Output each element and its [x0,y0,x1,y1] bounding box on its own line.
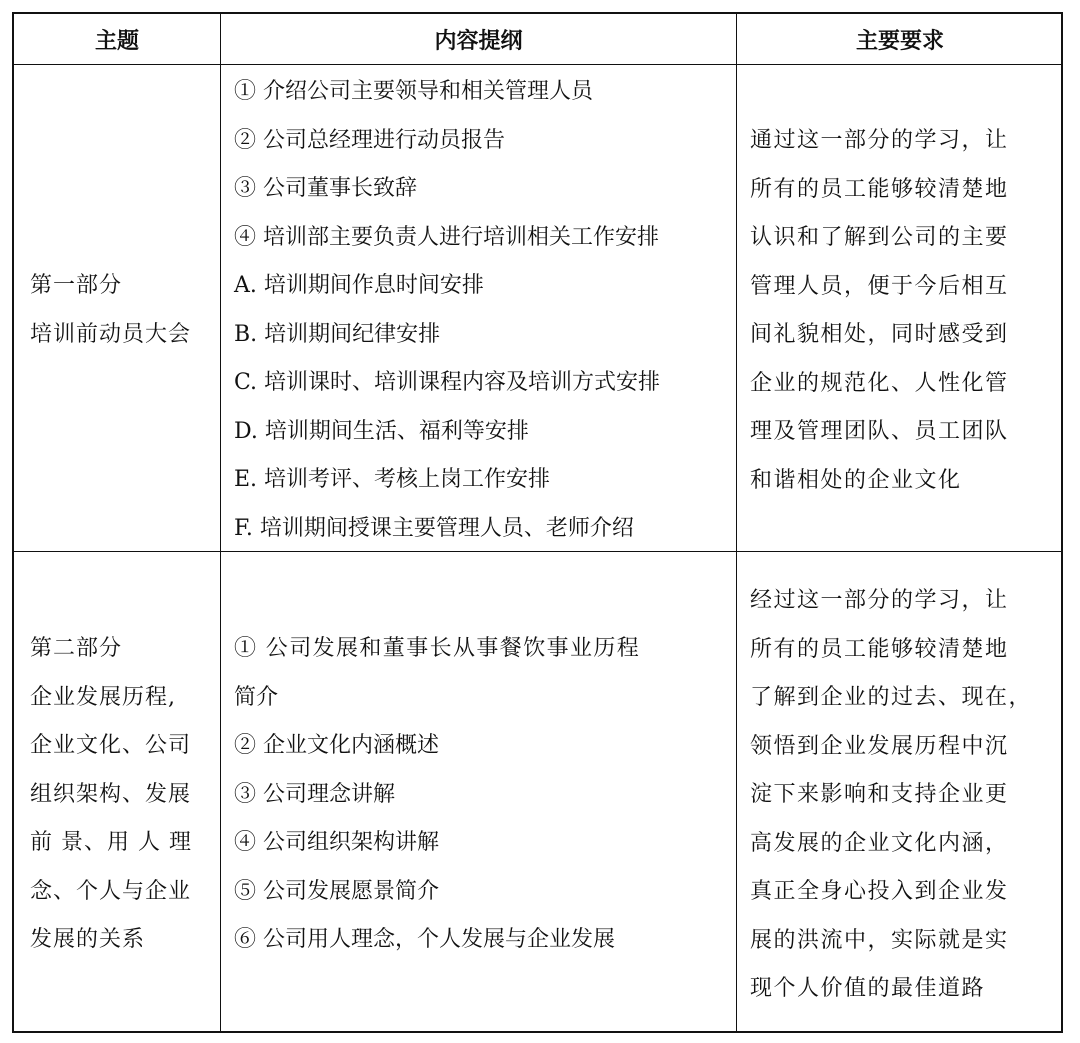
row2-topic-line: 组织架构、发展 [30,781,192,807]
header-requirement: 主要要求 [855,28,944,54]
row1-outline-line: A. 培训期间作息时间安排 [234,273,484,298]
row2-outline-cell [234,625,734,965]
header-outline: 内容提纲 [434,28,523,54]
row1-outline-line: C. 培训课时、培训课程内容及培训方式安排 [234,370,661,395]
row1-requirement-line: 所有的员工能够较清楚地 [750,176,1009,202]
row1-outline-line: B. 培训期间纪律安排 [234,321,441,347]
row1-requirement-cell [750,117,1062,505]
header-topic: 主题 [94,28,139,54]
row1-requirement-line: 和谐相处的企业文化 [750,467,962,493]
row1-requirement-line: 认识和了解到公司的主要 [750,225,1009,250]
row1-requirement-line: 通过这一部分的学习，让 [750,128,1009,153]
row1-topic-cell [30,262,216,359]
row2-outline-line: ⑥ 公司用人理念，个人发展与企业发展 [234,927,615,952]
row2-topic-line: 企业文化、公司 [30,733,192,758]
row2-topic-line: 发展的关系 [30,927,146,952]
column-divider-1 [220,14,221,1031]
row2-outline-line: 简介 [234,684,279,710]
row2-outline-line: ① 公司发展和董事长从事餐饮事业历程 [234,636,641,661]
training-plan-table [12,12,1063,1033]
row2-requirement-line: 现个人价值的最佳道路 [750,976,986,1001]
row1-outline-line: E. 培训考评、考核上岗工作安排 [234,467,551,492]
row1-requirement-line: 管理人员，便于今后相互 [750,273,1009,299]
row2-topic-line: 念、个人与企业 [30,878,192,904]
header-divider [14,64,1061,65]
row1-outline-line: F. 培训期间授课主要管理人员、老师介绍 [234,515,634,541]
row1-topic-line: 培训前动员大会 [30,321,192,347]
row2-topic-line: 企业发展历程, [30,684,176,710]
row1-outline-line: ① 介绍公司主要领导和相关管理人员 [234,79,593,104]
row1-requirement-line: 企业的规范化、人性化管 [750,370,1009,396]
row1-requirement-line: 间礼貌相处，同时感受到 [750,322,1009,347]
row2-topic-line: 前 景、用 人 理 [30,830,192,855]
row1-outline-line: D. 培训期间生活、福利等安排 [234,418,529,444]
row2-topic-cell [30,625,216,965]
row2-requirement-line: 领悟到企业发展历程中沉 [750,733,1009,759]
row2-requirement-line: 真正全身心投入到企业发 [750,879,1009,904]
row1-outline-line: ④ 培训部主要负责人进行培训相关工作安排 [234,224,659,250]
row2-requirement-cell [750,577,1062,1014]
row2-outline-line: ② 企业文化内涵概述 [234,733,439,758]
row2-requirement-line: 高发展的企业文化内涵， [750,830,1009,856]
row1-requirement-line: 理及管理团队、员工团队 [750,419,1009,444]
row2-requirement-line: 所有的员工能够较清楚地 [750,636,1009,662]
column-divider-2 [736,14,737,1031]
row2-outline-line: ④ 公司组织架构讲解 [234,830,439,855]
row2-requirement-line: 淀下来影响和支持企业更 [750,782,1009,807]
row1-outline-line: ③ 公司董事长致辞 [234,176,417,201]
row2-requirement-line: 了解到企业的过去、现在， [750,685,1033,710]
row2-outline-line: ⑤ 公司发展愿景简介 [234,878,439,904]
row2-topic-line: 第二部分 [30,636,123,661]
row2-requirement-line: 展的洪流中，实际就是实 [750,927,1009,953]
row1-outline-cell [234,68,734,553]
row1-outline-line: ② 公司总经理进行动员报告 [234,127,505,153]
row2-outline-line: ③ 公司理念讲解 [234,781,395,807]
row1-topic-line: 第一部分 [30,273,123,298]
row2-requirement-line: 经过这一部分的学习，让 [750,588,1009,613]
